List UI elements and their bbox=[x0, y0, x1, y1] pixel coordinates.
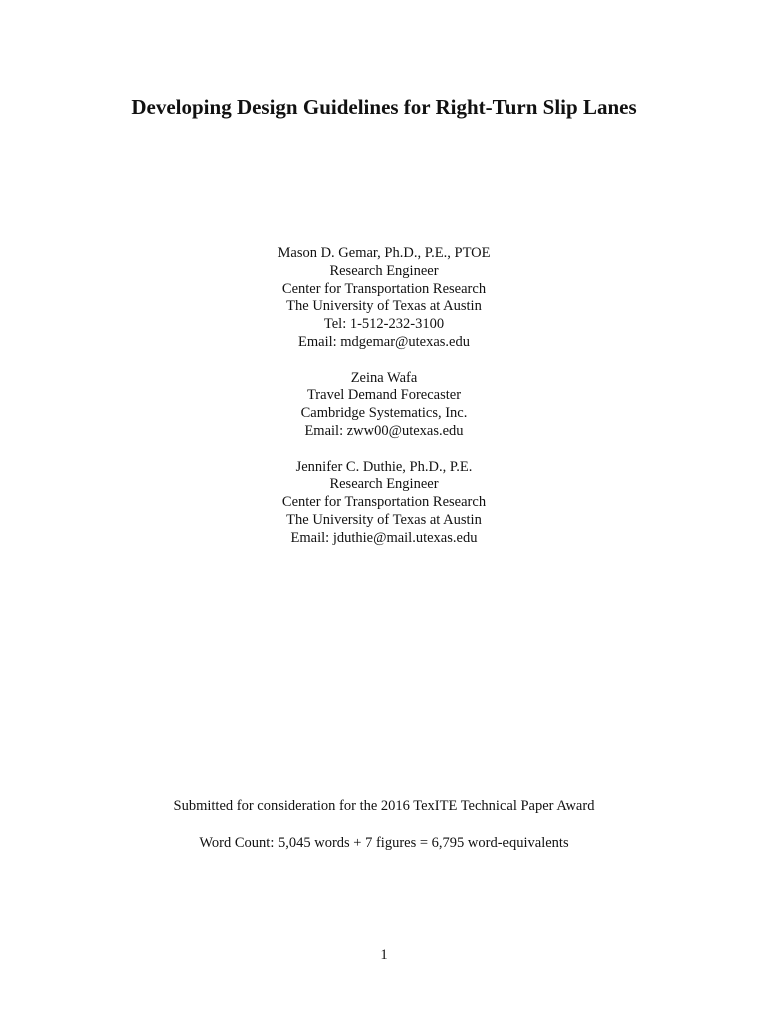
author-institution: The University of Texas at Austin bbox=[286, 298, 482, 315]
author-title: Travel Demand Forecaster bbox=[306, 387, 462, 404]
author-email: Email: zww00@utexas.edu bbox=[304, 422, 464, 439]
author-email: Email: jduthie@mail.utexas.edu bbox=[290, 529, 478, 546]
author-block-wafa bbox=[0, 370, 768, 441]
author-title: Research Engineer bbox=[329, 476, 439, 493]
author-block-gemar bbox=[0, 245, 768, 352]
author-name: Jennifer C. Duthie, Ph.D., P.E. bbox=[295, 458, 473, 475]
author-phone: Tel: 1-512-232-3100 bbox=[323, 316, 445, 333]
page-number: 1 bbox=[380, 947, 388, 963]
submission-note: Submitted for consideration for the 2016 TexITE Technical Paper Award bbox=[173, 798, 595, 814]
author-institution: The University of Texas at Austin bbox=[286, 511, 482, 528]
author-organization: Center for Transportation Research bbox=[281, 280, 487, 297]
author-list bbox=[0, 245, 768, 565]
author-title: Research Engineer bbox=[329, 262, 439, 279]
author-name: Mason D. Gemar, Ph.D., P.E., PTOE bbox=[277, 245, 491, 261]
author-organization: Cambridge Systematics, Inc. bbox=[300, 405, 468, 422]
author-organization: Center for Transportation Research bbox=[281, 494, 487, 511]
word-count: Word Count: 5,045 words + 7 figures = 6,795 word-equivalents bbox=[199, 835, 569, 851]
author-name: Zeina Wafa bbox=[350, 369, 418, 386]
author-email: Email: mdgemar@utexas.edu bbox=[298, 333, 470, 350]
paper-title: Developing Design Guidelines for Right-Turn Slip Lanes bbox=[131, 95, 637, 119]
author-block-duthie bbox=[0, 459, 768, 548]
